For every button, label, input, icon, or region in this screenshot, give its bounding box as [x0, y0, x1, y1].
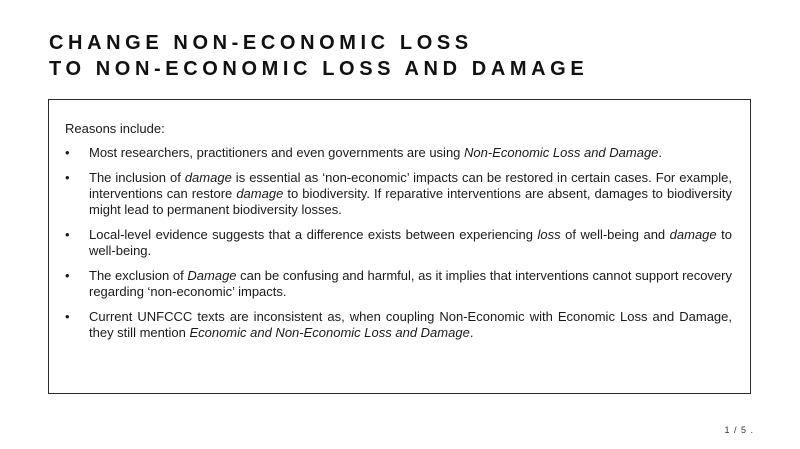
- bullet-icon: •: [65, 309, 70, 324]
- emphasized-text: damage: [184, 170, 232, 185]
- reason-text: to biodiversity. If reparative interventions are absent, damages to biodiversity might lead to permanent biodiversity losses.: [89, 186, 732, 217]
- reason-text: Current UNFCCC texts are inconsistent as, when coupling Non-Economic with Economic Loss and Damage, they still mention: [89, 309, 732, 340]
- reason-item: [65, 170, 732, 218]
- reasons-intro: Reasons include:: [65, 121, 165, 136]
- reason-item: [65, 268, 732, 300]
- reason-item: [65, 309, 732, 341]
- reasons-list: [65, 145, 732, 341]
- slide-title-line-1: CHANGE NON-ECONOMIC LOSS: [49, 32, 473, 54]
- bullet-icon: •: [65, 268, 70, 283]
- reason-text: to well-being.: [89, 227, 732, 258]
- reason-text: .: [469, 325, 474, 340]
- reason-text: .: [658, 145, 663, 160]
- reason-text: Most researchers, practitioners and even governments are using: [89, 145, 465, 160]
- slide-title-line-2: TO NON-ECONOMIC LOSS AND DAMAGE: [49, 58, 589, 80]
- emphasized-text: Economic and Non-Economic Loss and Damage: [189, 325, 470, 340]
- slide-title: [49, 30, 588, 82]
- reason-text: of well-being and: [560, 227, 670, 242]
- emphasized-text: damage: [236, 186, 284, 201]
- reason-text: can be confusing and harmful, as it implies that interventions cannot support recovery regarding ‘non-economic’ impacts.: [89, 268, 732, 299]
- reason-item: [65, 227, 732, 259]
- reasons-box: [48, 99, 751, 394]
- page-number: 1 / 5 .: [724, 425, 754, 435]
- emphasized-text: damage: [669, 227, 717, 242]
- reason-text: is essential as ‘non-economic’ impacts can be restored in certain cases. For example, interventions can restore: [89, 170, 733, 201]
- bullet-icon: •: [65, 227, 70, 242]
- reason-text: Local-level evidence suggests that a difference exists between experiencing: [89, 227, 538, 242]
- emphasized-text: loss: [537, 227, 561, 242]
- reason-text: The exclusion of: [89, 268, 188, 283]
- emphasized-text: Non-Economic Loss and Damage: [464, 145, 659, 160]
- bullet-icon: •: [65, 170, 70, 185]
- reason-text: The inclusion of: [89, 170, 185, 185]
- reason-item: [65, 145, 732, 161]
- bullet-icon: •: [65, 145, 70, 160]
- emphasized-text: Damage: [187, 268, 237, 283]
